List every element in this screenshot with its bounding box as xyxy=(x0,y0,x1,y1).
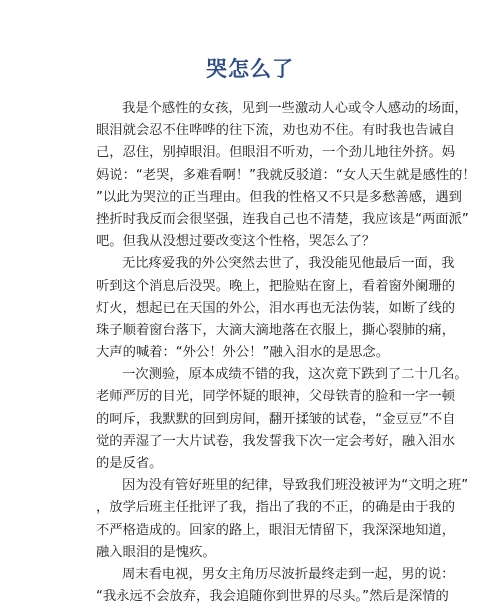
document-title: 哭怎么了 xyxy=(206,57,294,81)
text-line: 老师严厉的目光，同学怀疑的眼神，父母铁青的脸和一字一顿 xyxy=(96,389,456,405)
text-line: 因为没有管好班里的纪律，导致我们班没被评为“文明之班” xyxy=(122,478,469,494)
document-body xyxy=(96,98,476,608)
text-line: “我永远不会放弃，我会追随你到世界的尽头。”然后是深情的 xyxy=(96,589,449,605)
text-line: 珠子顺着窗台落下，大滴大滴地落在衣服上，撕心裂肺的痛， xyxy=(96,322,456,338)
paragraph-1 xyxy=(96,98,476,253)
text-line: 周末看电视，男女主角历尽波折最终走到一起，男的说： xyxy=(122,566,455,582)
text-line: 觉的弄湿了一大片试卷，我发誓我下次一定会考好，融入泪水 xyxy=(96,433,456,449)
text-line: 灯火，想起已在天国的外公，泪水再也无法伪装，如断了线的 xyxy=(96,300,456,316)
paragraph-2 xyxy=(96,253,456,364)
text-line: ”以此为哭泣的正当理由。但我的性格又不只是多愁善感，遇到 xyxy=(96,189,462,205)
text-line: 挫折时我反而会很坚强，连我自己也不清楚，我应该是“两面派” xyxy=(96,211,469,227)
text-line: 一次测验，原本成绩不错的我，这次竟下跌到了二十几名。 xyxy=(122,367,468,383)
text-line: 吧。但我从没想过要改变这个性格，哭怎么了？ xyxy=(96,234,376,250)
text-line: 的呵斥，我默默的回到房间，翻开揉皱的试卷，“金豆豆”不自 xyxy=(96,411,456,427)
text-line: 听到这个消息后没哭。晚上，把脸贴在窗上，看着窗外阑珊的 xyxy=(96,278,456,294)
text-line: 大声的喊着：“外公！外公！”融入泪水的是思念。 xyxy=(96,345,390,361)
text-line: 融入眼泪的是愧疚。 xyxy=(96,544,216,560)
text-line: ，放学后班主任批评了我，指出了我的不正，的确是由于我的 xyxy=(96,500,456,516)
text-line: 无比疼爱我的外公突然去世了，我没能见他最后一面，我 xyxy=(122,256,455,272)
paragraph-4 xyxy=(96,475,469,564)
paragraph-5 xyxy=(96,564,455,608)
text-line: 不严格造成的。回家的路上，眼泪无情留下，我深深地知道， xyxy=(96,522,456,538)
text-line: 眼泪就会忍不住哗哗的往下流，劝也劝不住。有时我也告诫自 xyxy=(96,123,456,139)
text-line: 我是个感性的女孩，见到一些激动人心或令人感动的场面， xyxy=(122,101,468,116)
text-line: 己，忍住，别掉眼泪。但眼泪不听劝，一个劲儿地往外挤。妈 xyxy=(96,145,456,161)
paragraph-3 xyxy=(96,364,468,475)
text-line: 的是反省。 xyxy=(96,456,163,471)
text-line: 妈说：“老哭，多难看啊！”我就反驳道：“女人天生就是感性的！ xyxy=(96,167,476,183)
